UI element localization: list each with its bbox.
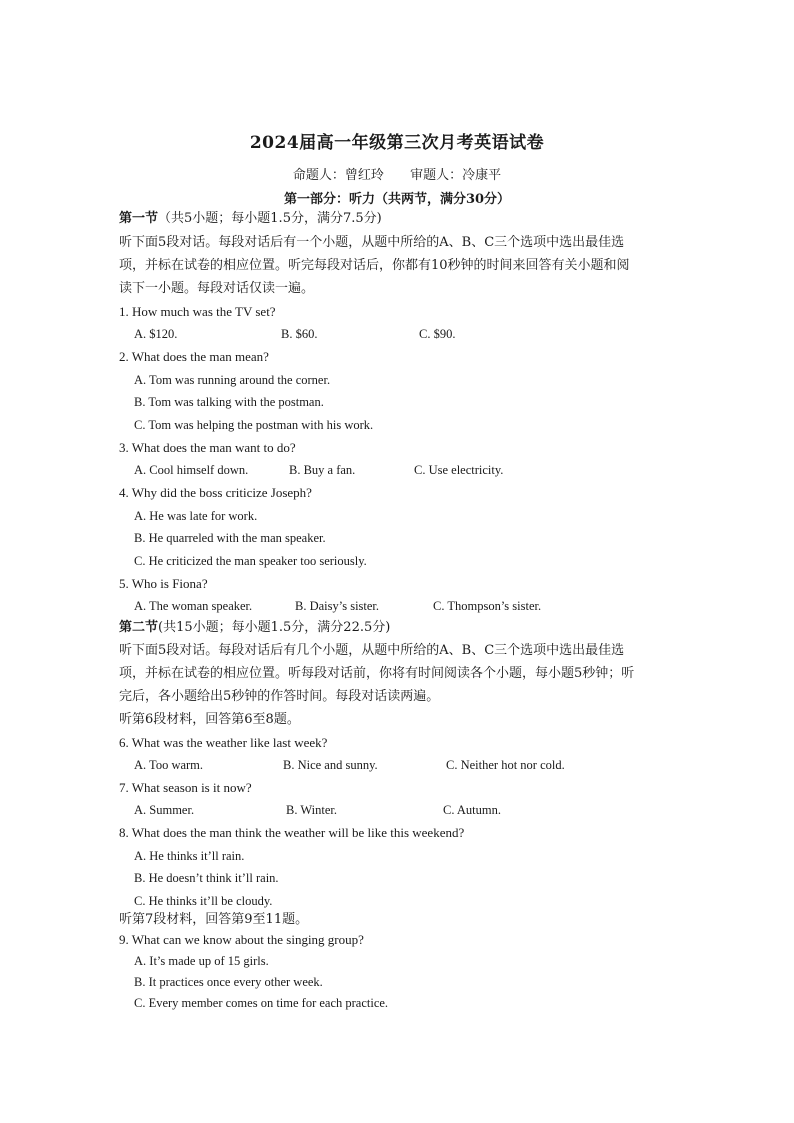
question-stem: 3. What does the man want to do? xyxy=(119,440,296,455)
section1-instruction: 项，并标在试卷的相应位置。听完每段对话后，你都有10秒钟的时间来回答有关小题和阅 xyxy=(119,258,630,273)
section1-note: （共5小题；每小题1.5分，满分7.5分) xyxy=(158,211,382,226)
option-c: C. He criticized the man speaker too seriously. xyxy=(134,554,367,568)
option-b: B. Tom was talking with the postman. xyxy=(134,395,324,409)
section1-label: 第一节 xyxy=(119,211,159,226)
option-b: B. Nice and sunny. xyxy=(283,758,378,772)
option-c: C. Neither hot nor cold. xyxy=(446,758,565,772)
option-a: A. It’s made up of 15 girls. xyxy=(134,954,269,968)
section2-heading xyxy=(119,620,390,636)
option-b: B. He quarreled with the man speaker. xyxy=(134,531,326,545)
question-stem: 2. What does the man mean? xyxy=(119,349,269,364)
option-c: C. Every member comes on time for each practice. xyxy=(134,996,389,1010)
section1-instruction: 读下一小题。每段对话仅读一遍。 xyxy=(119,281,315,296)
section1-instruction: 听下面5段对话。每段对话后有一个小题，从题中所给的A、B、C三个选项中选出最佳选 xyxy=(119,235,625,250)
option-c: C. He thinks it’ll be cloudy. xyxy=(134,894,273,908)
section2-label: 第二节 xyxy=(119,620,159,635)
option-c: C. Tom was helping the postman with his work. xyxy=(134,418,374,432)
option-c: C. Thompson’s sister. xyxy=(433,599,542,613)
authors-line xyxy=(0,164,794,183)
option-a: A. Cool himself down. xyxy=(134,463,249,477)
question-stem: 8. What does the man think the weather will be like this weekend? xyxy=(119,825,465,840)
option-a: A. He thinks it’ll rain. xyxy=(134,849,245,863)
section2-instruction: 完后，各小题给出5秒钟的作答时间。每段对话读两遍。 xyxy=(119,689,440,704)
option-a: A. Too warm. xyxy=(134,758,204,772)
option-b: B. Winter. xyxy=(286,803,338,817)
option-b: B. Daisy’s sister. xyxy=(295,599,380,613)
section1-heading xyxy=(119,211,382,227)
option-b: B. Buy a fan. xyxy=(289,463,356,477)
option-a: A. $120. xyxy=(134,327,178,341)
question-stem: 1. How much was the TV set? xyxy=(119,304,276,319)
question-stem: 7. What season is it now? xyxy=(119,780,252,795)
option-c: C. $90. xyxy=(419,327,456,341)
question-reviewer: 审题人：冷康平 xyxy=(410,168,502,183)
option-c: C. Autumn. xyxy=(443,803,501,817)
material-6-note: 听第6段材料，回答第6至8题。 xyxy=(119,712,300,727)
question-stem: 4. Why did the boss criticize Joseph? xyxy=(119,485,312,500)
material-7-note: 听第7段材料，回答第9至11题。 xyxy=(119,912,309,927)
option-c: C. Use electricity. xyxy=(414,463,504,477)
section2-instruction: 项，并标在试卷的相应位置。听每段对话前，你将有时间阅读各个小题，每小题5秒钟；听 xyxy=(119,666,635,681)
question-stem: 9. What can we know about the singing group? xyxy=(119,932,364,947)
question-stem: 6. What was the weather like last week? xyxy=(119,735,328,750)
option-a: A. He was late for work. xyxy=(134,509,258,523)
option-b: B. $60. xyxy=(281,327,318,341)
section2-instruction: 听下面5段对话。每段对话后有几个小题，从题中所给的A、B、C三个选项中选出最佳选 xyxy=(119,643,625,658)
exam-title: 2024届高一年级第三次月考英语试卷 xyxy=(249,133,545,153)
option-a: A. The woman speaker. xyxy=(134,599,253,613)
section2-note: (共15小题；每小题1.5分，满分22.5分) xyxy=(158,620,391,635)
option-a: A. Summer. xyxy=(134,803,195,817)
option-b: B. He doesn’t think it’ll rain. xyxy=(134,871,279,885)
option-b: B. It practices once every other week. xyxy=(134,975,323,989)
question-setter: 命题人：曾红玲 xyxy=(292,168,384,183)
part1-heading: 第一部分：听力（共两节，满分30分） xyxy=(283,192,511,207)
question-stem: 5. Who is Fiona? xyxy=(119,576,208,591)
option-a: A. Tom was running around the corner. xyxy=(134,373,331,387)
